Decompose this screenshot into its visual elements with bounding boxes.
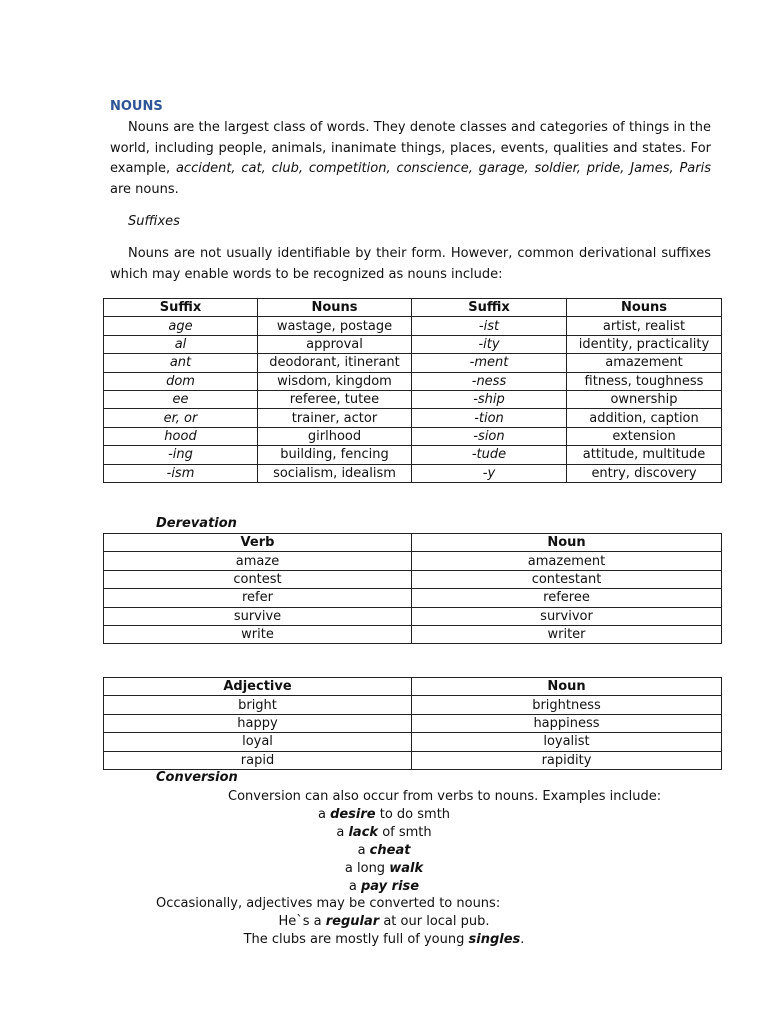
adj-table-header: Adjective xyxy=(104,678,412,696)
verb-table-header: Noun xyxy=(412,534,722,552)
table-row xyxy=(104,317,722,335)
nouns-cell: artist, realist xyxy=(567,317,722,335)
example-pre: a xyxy=(317,807,331,822)
adjective-cell: rapid xyxy=(104,751,412,769)
adjective-noun-table xyxy=(103,677,722,770)
table-row xyxy=(104,409,722,427)
intro-text-before: Nouns are the largest class of words. They denote classes and categories of things in the world, including people, animals, inanimate things, places, events, qualities and states. For example, xyxy=(110,120,711,176)
nouns-cell: wastage, postage xyxy=(258,317,412,335)
verb-cell: amaze xyxy=(104,552,412,570)
suffixes-title: Suffixes xyxy=(128,214,180,229)
table-row xyxy=(104,733,722,751)
example-bold: cheat xyxy=(369,843,411,858)
noun-cell: writer xyxy=(412,625,722,643)
intro-paragraph xyxy=(110,118,711,200)
suffix-cell: age xyxy=(104,317,258,335)
nouns-cell: girlhood xyxy=(258,427,412,445)
table-row xyxy=(104,390,722,408)
suffix-table xyxy=(103,298,722,483)
page-title: NOUNS xyxy=(110,99,163,114)
example-bold: lack xyxy=(348,825,379,840)
example-pre: a long xyxy=(344,861,390,876)
suffix-cell: -tude xyxy=(412,446,567,464)
nouns-cell: trainer, actor xyxy=(258,409,412,427)
table-row xyxy=(104,372,722,390)
suffix-cell: dom xyxy=(104,372,258,390)
example-line xyxy=(0,806,768,824)
suffix-cell: al xyxy=(104,335,258,353)
example-post: . xyxy=(520,932,525,947)
suffix-cell: -ing xyxy=(104,446,258,464)
nouns-cell: extension xyxy=(567,427,722,445)
intro-text-after: are nouns. xyxy=(110,181,179,197)
noun-cell: survivor xyxy=(412,607,722,625)
table-row xyxy=(104,354,722,372)
nouns-cell: approval xyxy=(258,335,412,353)
nouns-cell: referee, tutee xyxy=(258,390,412,408)
adjective-cell: bright xyxy=(104,696,412,714)
suffix-table-header-row xyxy=(104,299,722,317)
table-row xyxy=(104,570,722,588)
nouns-cell: building, fencing xyxy=(258,446,412,464)
example-bold: pay rise xyxy=(361,879,420,894)
verb-cell: write xyxy=(104,625,412,643)
suffix-cell: -ship xyxy=(412,390,567,408)
noun-cell: happiness xyxy=(412,714,722,732)
example-line xyxy=(0,842,768,860)
suffix-cell: -ism xyxy=(104,464,258,482)
suffixes-text: Nouns are not usually identifiable by their form. However, common derivational suffixes which may enable words to be recognized as nouns include: xyxy=(110,246,711,282)
verb-cell: contest xyxy=(104,570,412,588)
example-bold: singles xyxy=(468,932,521,947)
suffix-cell: -ist xyxy=(412,317,567,335)
example-post: to do smth xyxy=(375,807,451,822)
suffix-table-header: Nouns xyxy=(258,299,412,317)
verb-table-header-row xyxy=(104,534,722,552)
adjective-cell: happy xyxy=(104,714,412,732)
adj-table-header-row xyxy=(104,678,722,696)
adjective-cell: loyal xyxy=(104,733,412,751)
verb-table-header: Verb xyxy=(104,534,412,552)
noun-cell: loyalist xyxy=(412,733,722,751)
example-line xyxy=(0,824,768,842)
example-line xyxy=(0,878,768,896)
table-row xyxy=(104,427,722,445)
noun-cell: rapidity xyxy=(412,751,722,769)
suffix-cell: -y xyxy=(412,464,567,482)
verb-noun-table xyxy=(103,533,722,644)
example-line xyxy=(0,931,768,949)
table-row xyxy=(104,696,722,714)
example-pre: a xyxy=(348,879,361,894)
suffix-cell: ant xyxy=(104,354,258,372)
suffix-cell: -ity xyxy=(412,335,567,353)
example-bold: desire xyxy=(330,807,376,822)
adjectives-note: Occasionally, adjectives may be converted to nouns: xyxy=(156,896,501,911)
intro-examples: accident, cat, club, competition, conscience, garage, soldier, pride, James, Paris xyxy=(175,161,711,176)
suffix-cell: er, or xyxy=(104,409,258,427)
suffix-cell: hood xyxy=(104,427,258,445)
suffix-cell: -sion xyxy=(412,427,567,445)
nouns-cell: amazement xyxy=(567,354,722,372)
example-pre: The clubs are mostly full of young xyxy=(243,932,469,947)
derivation-title: Derevation xyxy=(156,516,237,531)
noun-cell: amazement xyxy=(412,552,722,570)
example-bold: regular xyxy=(325,914,380,929)
table-row xyxy=(104,751,722,769)
nouns-cell: attitude, multitude xyxy=(567,446,722,464)
nouns-cell: socialism, idealism xyxy=(258,464,412,482)
nouns-cell: ownership xyxy=(567,390,722,408)
table-row xyxy=(104,464,722,482)
example-bold: walk xyxy=(389,861,424,876)
conversion-title: Conversion xyxy=(156,770,238,785)
noun-cell: contestant xyxy=(412,570,722,588)
nouns-cell: wisdom, kingdom xyxy=(258,372,412,390)
example-line xyxy=(0,860,768,878)
nouns-cell: entry, discovery xyxy=(567,464,722,482)
nouns-cell: fitness, toughness xyxy=(567,372,722,390)
suffixes-paragraph xyxy=(110,244,711,285)
nouns-cell: identity, practicality xyxy=(567,335,722,353)
suffix-cell: ee xyxy=(104,390,258,408)
suffix-cell: -ness xyxy=(412,372,567,390)
example-post: at our local pub. xyxy=(379,914,490,929)
table-row xyxy=(104,607,722,625)
example-post: of smth xyxy=(378,825,432,840)
example-pre: a xyxy=(357,843,370,858)
table-row xyxy=(104,446,722,464)
table-row xyxy=(104,589,722,607)
verb-cell: survive xyxy=(104,607,412,625)
table-row xyxy=(104,335,722,353)
suffix-table-header: Nouns xyxy=(567,299,722,317)
noun-cell: referee xyxy=(412,589,722,607)
example-pre: a xyxy=(336,825,349,840)
example-pre: He`s a xyxy=(278,914,326,929)
suffix-table-header: Suffix xyxy=(104,299,258,317)
table-row xyxy=(104,714,722,732)
suffix-cell: -tion xyxy=(412,409,567,427)
conversion-intro: Conversion can also occur from verbs to nouns. Examples include: xyxy=(228,789,662,804)
table-row xyxy=(104,625,722,643)
table-row xyxy=(104,552,722,570)
suffix-cell: -ment xyxy=(412,354,567,372)
nouns-cell: deodorant, itinerant xyxy=(258,354,412,372)
noun-cell: brightness xyxy=(412,696,722,714)
nouns-cell: addition, caption xyxy=(567,409,722,427)
adj-table-header: Noun xyxy=(412,678,722,696)
suffix-table-header: Suffix xyxy=(412,299,567,317)
verb-cell: refer xyxy=(104,589,412,607)
example-line xyxy=(0,913,768,931)
